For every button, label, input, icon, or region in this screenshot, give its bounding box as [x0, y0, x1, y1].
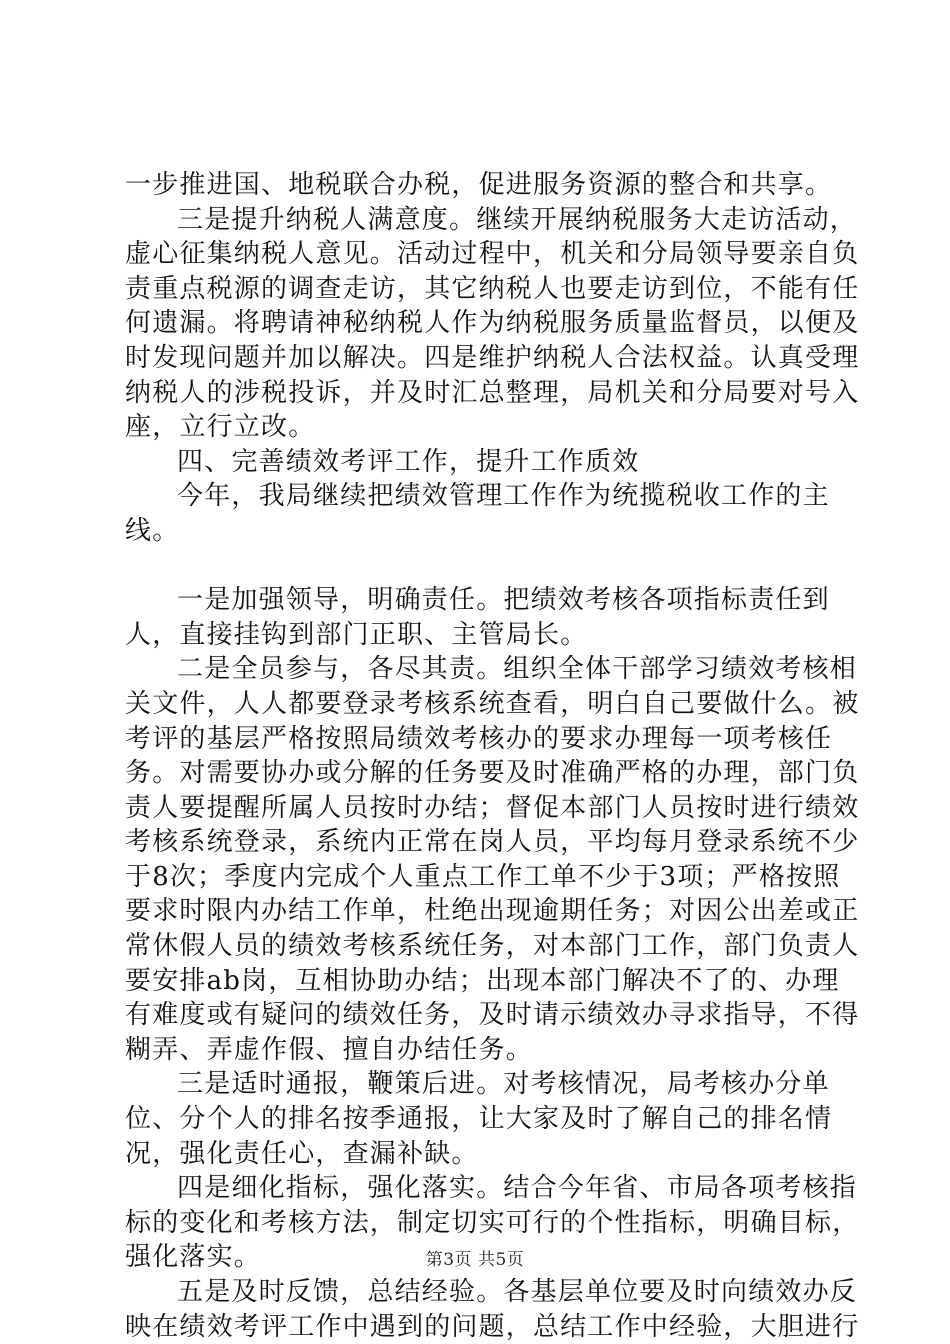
blank-line [125, 549, 865, 584]
paragraph-continuation: 一步推进国、地税联合办税，促进服务资源的整合和共享。 [125, 170, 833, 200]
paragraph-main-line: 今年，我局继续把绩效管理工作作为统揽税收工作的主线。 [125, 481, 830, 546]
paragraph-taxpayer-satisfaction: 三是提升纳税人满意度。继续开展纳税服务大走访活动，虚心征集纳税人意见。活动过程中，机关和分局领导要亲自负责重点税源的调查走访，其它纳税人也要走访到位，不能有任何遗漏。将聘请神秘纳税人作为纳税服务质量监督员，以便及时发现问题并加以解决。四是维护纳税人合法权益。认真受理纳税人的涉税投诉，并及时汇总整理，局机关和分局要对号入座，立行立改。 [125, 204, 860, 443]
section-heading-performance: 四、完善绩效考评工作，提升工作质效 [177, 446, 640, 477]
paragraph-point-three: 三是适时通报，鞭策后进。对考核情况，局考核办分单位、分个人的排名按季通报，让大家及时了解自己的排名情况，强化责任心，查漏补缺。 [125, 1069, 833, 1169]
paragraph-point-one: 一是加强领导，明确责任。把绩效考核各项指标责任到人，直接挂钩到部门正职、主管局长。 [125, 585, 830, 650]
paragraph-point-two: 二是全员参与，各尽其责。组织全体干部学习绩效考核相关文件，人人都要登录考核系统查看，明白自己要做什么。被考评的基层严格按照局绩效考核办的要求办理每一项考核任务。对需要协办或分解的任务要及时准确严格的办理，部门负责人要提醒所属人员按时办结；督促本部门人员按时进行绩效考核系统登录，系统内正常在岗人员，平均每月登录系统不少于8次；季度内完成个人重点工作工单不少于3项；严格按照要求时限内办结工作单，杜绝出现逾期任务；对因公出差或正常休假人员的绩效考核系统任务，对本部门工作，部门负责人要安排ab岗，互相协助办结；出现本部门解决不了的、办理有难度或有疑问的绩效任务，及时请示绩效办寻求指导，不得糊弄、弄虚作假、擅自办结任务。 [125, 654, 860, 1065]
paragraph-point-five: 五是及时反馈，总结经验。各基层单位要及时向绩效办反映在绩效考评工作中遇到的问题，总结工作中经验，大胆进行 [125, 1277, 860, 1342]
page-number-footer: 第3页 共5页 [425, 1250, 525, 1270]
document-body [125, 168, 865, 1344]
paragraph-point-four: 四是细化指标，强化落实。结合今年省、市局各项考核指标的变化和考核方法，制定切实可行的个性指标，明确目标，强化落实。 [125, 1173, 860, 1273]
